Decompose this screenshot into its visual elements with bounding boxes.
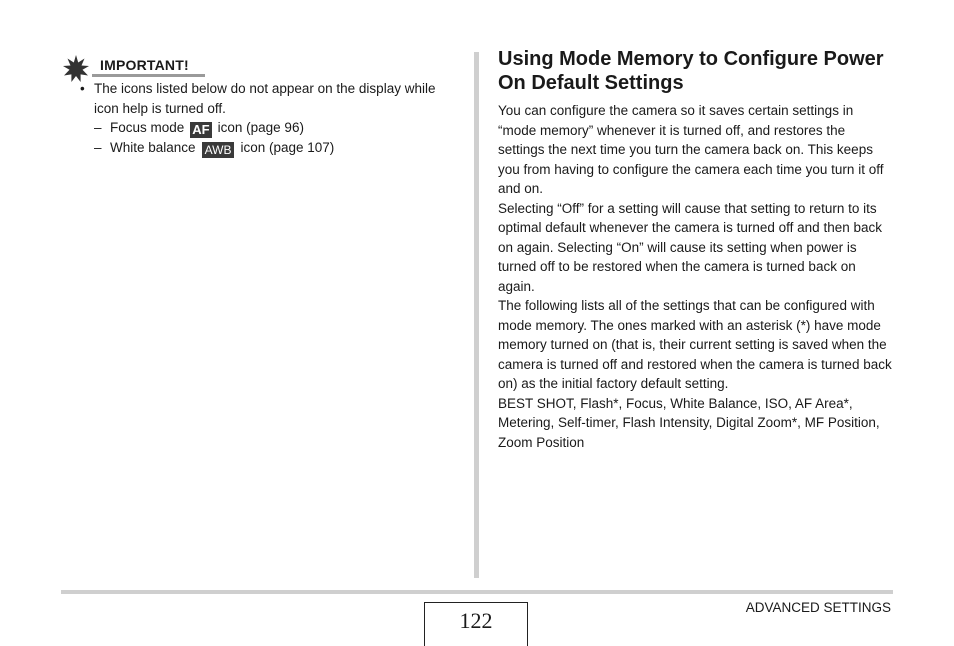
- bullet-dot: •: [80, 81, 85, 96]
- list-item: [94, 118, 460, 138]
- item-reference: icon (page 96): [217, 120, 304, 135]
- item-label: Focus mode: [110, 120, 185, 135]
- list-item: [94, 138, 460, 158]
- list-dash: –: [94, 120, 102, 135]
- body-paragraph: Selecting “Off” for a setting will cause that setting to return to its optimal default whenever the camera is turned off and then back on again. Selecting “On” will cause its setting when power is turned off to be restored when the camera is turned back on again.: [498, 200, 882, 294]
- body-paragraph: The following lists all of the settings that can be configured with mode memory. The ones marked with an asterisk (*) have mode memory turned on (that is, their current setting is saved when the camera is turned off and restored when the camera is turned back on) as the initial factory default setting.: [498, 298, 892, 391]
- item-reference: icon (page 107): [240, 140, 335, 155]
- body-paragraph: You can configure the camera so it saves certain settings in “mode memory” whenever it is turned off, and restores the settings the next time you turn the camera back on. This keeps you from having to configure the camera each time you turn it off and on.: [498, 103, 884, 196]
- footer-rule: [61, 590, 893, 594]
- item-label: White balance: [110, 140, 196, 155]
- column-divider: [474, 52, 479, 578]
- note-bullet: [80, 79, 460, 118]
- important-underline: [92, 74, 205, 77]
- list-dash: –: [94, 140, 102, 155]
- footer-section-name: ADVANCED SETTINGS: [745, 600, 891, 615]
- section-body: [498, 101, 893, 452]
- page-number: 122: [424, 602, 528, 646]
- settings-list: BEST SHOT, Flash*, Focus, White Balance, ISO, AF Area*, Metering, Self-timer, Flash Intensity, Digital Zoom*, MF Position, Zoom Position: [498, 395, 880, 450]
- awb-white-balance-icon: AWB: [202, 142, 235, 158]
- af-focus-mode-icon: AF: [192, 122, 210, 137]
- important-note: [80, 79, 460, 158]
- note-bullet-text: The icons listed below do not appear on the display while icon help is turned off.: [94, 81, 436, 116]
- section-title: Using Mode Memory to Configure Power On Default Settings: [498, 48, 884, 94]
- important-label: IMPORTANT!: [100, 57, 189, 73]
